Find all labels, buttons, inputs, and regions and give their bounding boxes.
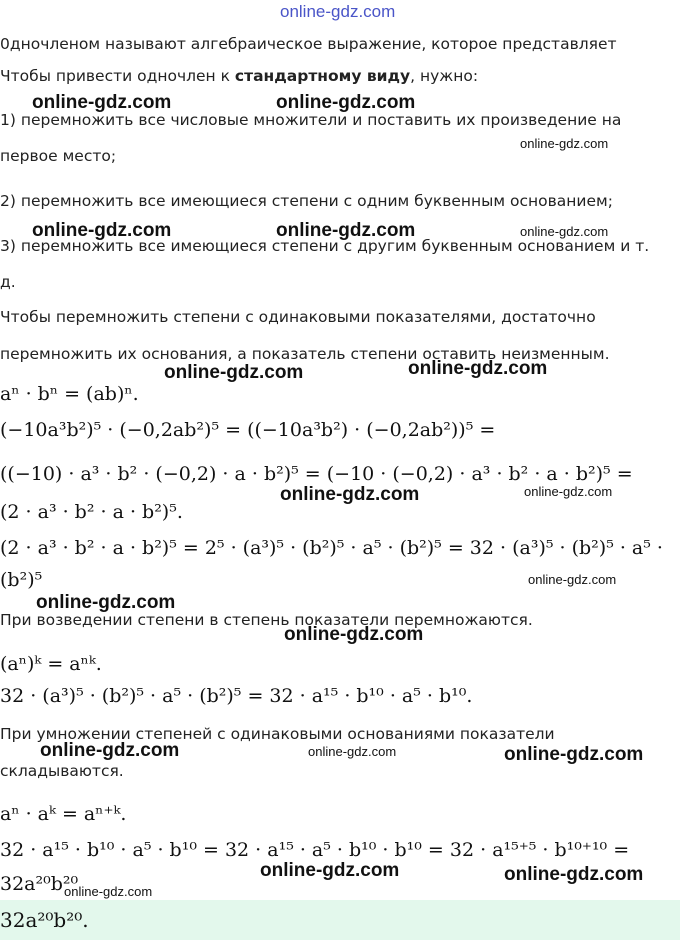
watermark: online-gdz.com: [276, 92, 416, 113]
standard-form-intro: [0, 66, 478, 86]
rule-power-of-power: При возведении степени в степень показатели перемножаются.: [0, 611, 533, 629]
rule-same-exponents-line-2: перемножить их основания, а показатель степени оставить неизменным.: [0, 345, 610, 363]
watermark: online-gdz.com: [276, 220, 416, 241]
formula-power-product: aⁿ · bⁿ = (ab)ⁿ.: [0, 383, 139, 405]
watermark: online-gdz.com: [280, 484, 420, 505]
equation-line-1: (−10a³b²)⁵ · (−0,2ab²)⁵ = ((−10a³b²) · (−0,2ab²))⁵ =: [0, 419, 496, 441]
rule-same-exponents-line-1: Чтобы перемножить степени с одинаковыми показателями, достаточно: [0, 308, 596, 326]
watermark: online-gdz.com: [280, 2, 396, 21]
step-2: 2) перемножить все имеющиеся степени с одним буквенным основанием;: [0, 192, 613, 210]
watermark: online-gdz.com: [524, 484, 613, 499]
watermark: online-gdz.com: [504, 864, 644, 885]
equation-line-2: ((−10) · a³ · b² · (−0,2) · a · b²)⁵ = (−10 · (−0,2) · a³ · b² · a · b²)⁵ =: [0, 463, 633, 485]
step-1-line-2: первое место;: [0, 147, 117, 165]
equation-line-4: (2 · a³ · b² · a · b²)⁵ = 2⁵ · (a³)⁵ · (b²)⁵ · a⁵ · (b²)⁵ = 32 · (a³)⁵ · (b²)⁵ · a⁵ ·: [0, 537, 663, 559]
equation-line-8: 32a²⁰b²⁰: [0, 873, 79, 895]
watermark: online-gdz.com: [64, 884, 153, 899]
formula-same-base: aⁿ · aᵏ = aⁿ⁺ᵏ.: [0, 803, 127, 825]
intro-text: Чтобы привести одночлен к: [0, 67, 235, 85]
watermark: online-gdz.com: [504, 744, 644, 765]
rule-same-base-line-2: складываются.: [0, 762, 124, 780]
rule-same-base-line-1: При умножении степеней с одинаковыми основаниями показатели: [0, 725, 555, 743]
answer-box: [0, 900, 680, 940]
equation-line-5: (b²)⁵: [0, 569, 43, 591]
step-3-line-1: 3) перемножить все имеющиеся степени с другим буквенным основанием и т.: [0, 237, 650, 255]
watermark: online-gdz.com: [164, 362, 304, 383]
watermark: online-gdz.com: [520, 224, 609, 239]
watermark: online-gdz.com: [284, 624, 424, 645]
equation-line-7: 32 · a¹⁵ · b¹⁰ · a⁵ · b¹⁰ = 32 · a¹⁵ · a⁵ · b¹⁰ · b¹⁰ = 32 · a¹⁵⁺⁵ · b¹⁰⁺¹⁰ =: [0, 839, 630, 861]
watermark: online-gdz.com: [32, 220, 172, 241]
intro-text-end: , нужно:: [410, 67, 479, 85]
answer: 32a²⁰b²⁰.: [0, 908, 89, 932]
equation-line-3: (2 · a³ · b² · a · b²)⁵.: [0, 501, 183, 523]
equation-line-6: 32 · (a³)⁵ · (b²)⁵ · a⁵ · (b²)⁵ = 32 · a¹⁵ · b¹⁰ · a⁵ · b¹⁰.: [0, 685, 473, 707]
watermark: online-gdz.com: [528, 572, 617, 587]
definition-paragraph: 0дночленом называют алгебраическое выражение, которое представляет: [0, 35, 617, 53]
watermark: online-gdz.com: [36, 592, 176, 613]
watermark: online-gdz.com: [260, 860, 400, 881]
step-1-line-1: 1) перемножить все числовые множители и поставить их произведение на: [0, 111, 622, 129]
step-3-line-2: д.: [0, 273, 16, 291]
watermark: online-gdz.com: [408, 358, 548, 379]
formula-power-of-power: (aⁿ)ᵏ = aⁿᵏ.: [0, 653, 102, 675]
intro-bold-term: стандартному виду: [234, 67, 411, 85]
watermark: online-gdz.com: [40, 740, 180, 761]
watermark: online-gdz.com: [308, 744, 397, 759]
watermark: online-gdz.com: [32, 92, 172, 113]
watermark: online-gdz.com: [520, 136, 609, 151]
